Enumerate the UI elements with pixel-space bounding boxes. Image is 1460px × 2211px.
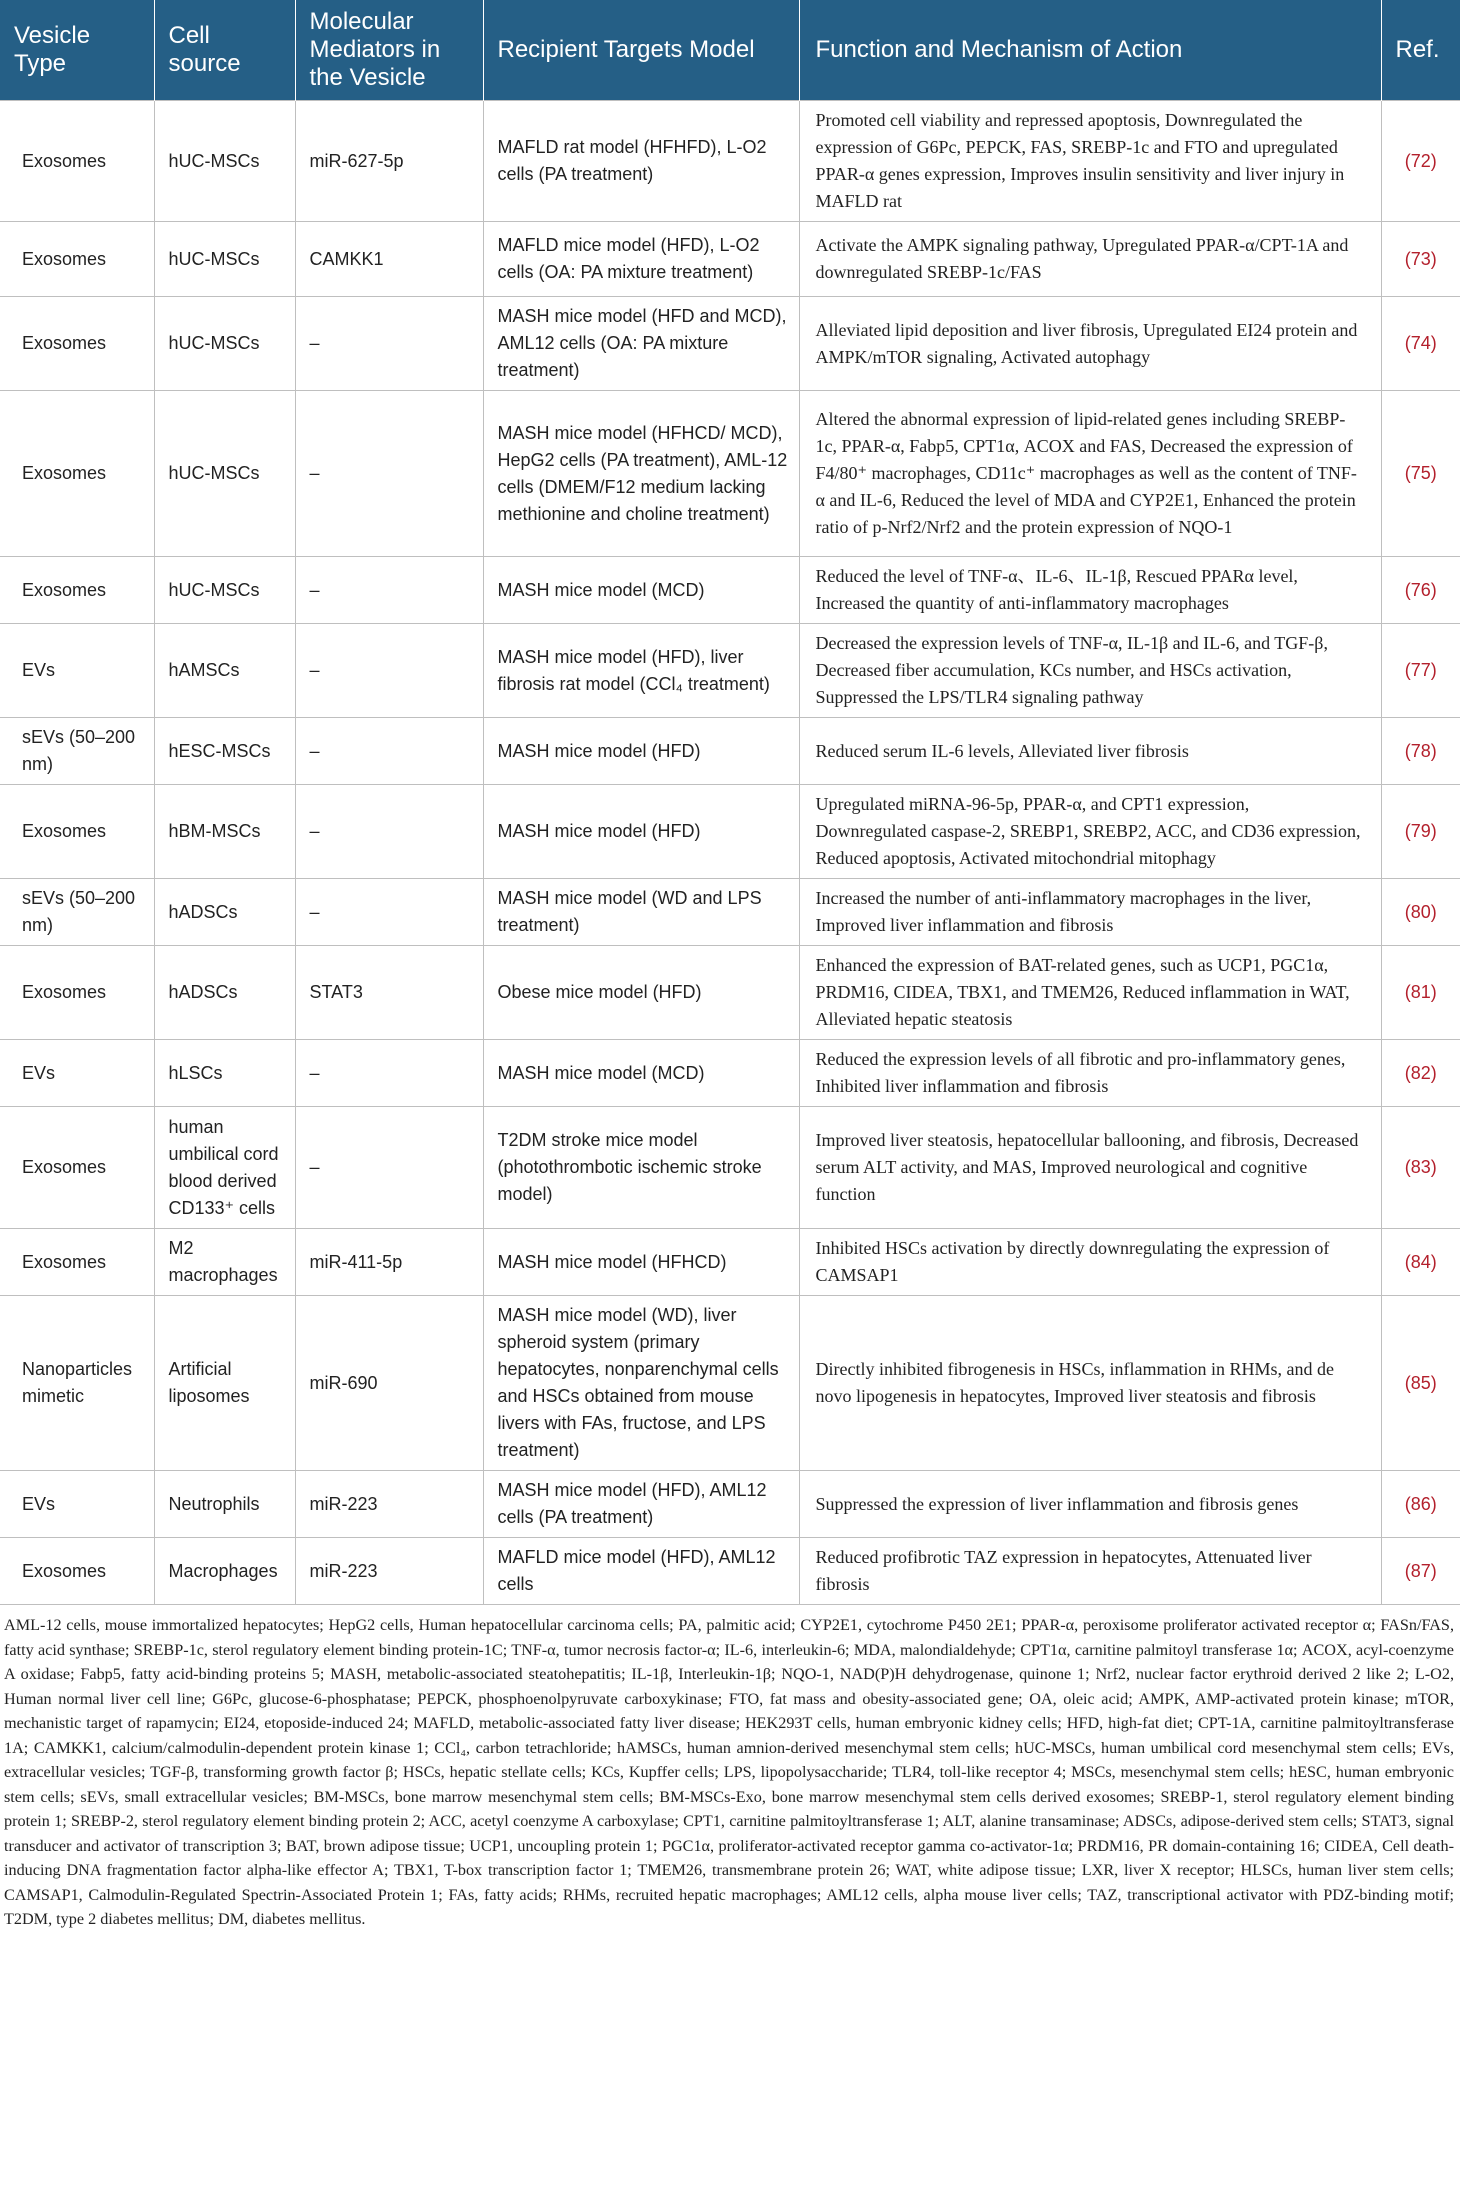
cell-cell-source: hUC-MSCs <box>154 391 295 557</box>
table-row <box>0 718 1460 785</box>
cell-vesicle-type: Exosomes <box>0 101 154 222</box>
table-row <box>0 1538 1460 1605</box>
cell-target-model: MAFLD mice model (HFD), L-O2 cells (OA: PA mixture treatment) <box>483 222 799 297</box>
cell-function: Reduced serum IL-6 levels, Alleviated liver fibrosis <box>799 718 1381 785</box>
cell-ref[interactable]: (73) <box>1381 222 1460 297</box>
cell-target-model: T2DM stroke mice model (photothrombotic ischemic stroke model) <box>483 1107 799 1229</box>
cell-ref[interactable]: (83) <box>1381 1107 1460 1229</box>
cell-cell-source: Artificial liposomes <box>154 1296 295 1471</box>
cell-target-model: MASH mice model (HFD), AML12 cells (PA treatment) <box>483 1471 799 1538</box>
cell-ref[interactable]: (72) <box>1381 101 1460 222</box>
cell-ref[interactable]: (77) <box>1381 624 1460 718</box>
cell-ref[interactable]: (85) <box>1381 1296 1460 1471</box>
cell-function: Reduced profibrotic TAZ expression in hepatocytes, Attenuated liver fibrosis <box>799 1538 1381 1605</box>
table-row <box>0 879 1460 946</box>
table-row <box>0 1296 1460 1471</box>
table-row <box>0 222 1460 297</box>
cell-target-model: MASH mice model (HFHCD) <box>483 1229 799 1296</box>
cell-function: Directly inhibited fibrogenesis in HSCs, inflammation in RHMs, and de novo lipogenesis in hepatocytes, Improved liver steatosis and fibrosis <box>799 1296 1381 1471</box>
cell-target-model: MAFLD mice model (HFD), AML12 cells <box>483 1538 799 1605</box>
cell-ref[interactable]: (87) <box>1381 1538 1460 1605</box>
cell-vesicle-type: sEVs (50–200 nm) <box>0 718 154 785</box>
cell-target-model: MASH mice model (WD), liver spheroid system (primary hepatocytes, nonparenchymal cells and HSCs obtained from mouse livers with FAs, fructose, and LPS treatment) <box>483 1296 799 1471</box>
cell-mediator: – <box>295 624 483 718</box>
cell-target-model: MASH mice model (HFD) <box>483 718 799 785</box>
col-header-function: Function and Mechanism of Action <box>799 0 1381 101</box>
cell-target-model: MASH mice model (HFD and MCD), AML12 cells (OA: PA mixture treatment) <box>483 297 799 391</box>
cell-mediator: – <box>295 879 483 946</box>
cell-mediator: miR-627-5p <box>295 101 483 222</box>
cell-cell-source: hLSCs <box>154 1040 295 1107</box>
table-row <box>0 1471 1460 1538</box>
table-row <box>0 1229 1460 1296</box>
cell-cell-source: human umbilical cord blood derived CD133⁺ cells <box>154 1107 295 1229</box>
cell-mediator: miR-223 <box>295 1471 483 1538</box>
col-header-targets: Recipient Targets Model <box>483 0 799 101</box>
cell-target-model: MASH mice model (MCD) <box>483 557 799 624</box>
table-footnote: AML-12 cells, mouse immortalized hepatocytes; HepG2 cells, Human hepatocellular carcinoma cells; PA, palmitic acid; CYP2E1, cytochrome P450 2E1; PPAR-α, peroxisome proliferator activated receptor α; FASn/FAS, fatty acid synthase; SREBP-1c, sterol regulatory element binding protein-1C; TNF-α, tumor necrosis factor-α; IL-6, interleukin-6; MDA, malondialdehyde; CPT1α, carnitine palmitoyl transferase 1α; ACOX, acyl-coenzyme A oxidase; Fabp5, fatty acid-binding proteins 5; MASH, metabolic-associated steatohepatitis; IL-1β, Interleukin-1β; NQO-1, NAD(P)H dehydrogenase, quinone 1; Nrf2, nuclear factor erythroid derived 2 like 2; L-O2, Human normal liver cell line; G6Pc, glucose-6-phosphatase; PEPCK, phosphoenolpyruvate carboxykinase; FTO, fat mass and obesity-associated gene; OA, oleic acid; AMPK, AMP-activated protein kinase; mTOR, mechanistic target of rapamycin; EI24, etoposide-induced 24; MAFLD, metabolic-associated fatty liver disease; HEK293T cells, human embryonic kidney cells; HFD, high-fat diet; CPT-1A, carnitine palmitoyltransferase 1A; CAMKK1, calcium/calmodulin-dependent protein kinase 1; CCl₄, carbon tetrachloride; hAMSCs, human amnion-derived mesenchymal stem cells; hUC-MSCs, human umbilical cord mesenchymal stem cells; EVs, extracellular vesicles; TGF-β, transforming growth factor β; HSCs, hepatic stellate cells; KCs, Kupffer cells; LPS, lipopolysaccharide; TLR4, toll-like receptor 4; MSCs, mesenchymal stem cells; hESC, human embryonic stem cells; sEVs, small extracellular vesicles; BM-MSCs, bone marrow mesenchymal stem cells; BM-MSCs-Exo, bone marrow mesenchymal stem cells derived exosomes; SREBP-1, sterol regulatory element binding protein 1; SREBP-2, sterol regulatory element binding protein 2; ACC, acetyl coenzyme A carboxylase; CPT1, carnitine palmitoyltransferase 1; ALT, alanine transaminase; ADSCs, adipose-derived stem cells; STAT3, signal transducer and activator of transcription 3; BAT, brown adipose tissue; UCP1, uncoupling protein 1; PGC1α, proliferator-activated receptor gamma co-activator-1α; PRDM16, PR domain-containing 16; CIDEA, Cell death-inducing DNA fragmentation factor alpha-like effector A; TBX1, T-box transcription factor 1; TMEM26, transmembrane protein 26; WAT, white adipose tissue; LXR, liver X receptor; HLSCs, human liver stem cells; CAMSAP1, Calmodulin-Regulated Spectrin-Associated Protein 1; FAs, fatty acids; RHMs, recruited hepatic macrophages; AML12 cells, alpha mouse liver cells; TAZ, transcriptional activator with PDZ-binding motif; T2DM, type 2 diabetes mellitus; DM, diabetes mellitus. <box>4 1616 1454 1928</box>
cell-function: Upregulated miRNA-96-5p, PPAR-α, and CPT1 expression, Downregulated caspase-2, SREBP1, SREBP2, ACC, and CD36 expression, Reduced apoptosis, Activated mitochondrial mitophagy <box>799 785 1381 879</box>
cell-vesicle-type: EVs <box>0 1040 154 1107</box>
cell-function: Reduced the expression levels of all fibrotic and pro-inflammatory genes, Inhibited liver inflammation and fibrosis <box>799 1040 1381 1107</box>
cell-ref[interactable]: (74) <box>1381 297 1460 391</box>
cell-mediator: – <box>295 785 483 879</box>
cell-cell-source: hESC-MSCs <box>154 718 295 785</box>
cell-function: Suppressed the expression of liver inflammation and fibrosis genes <box>799 1471 1381 1538</box>
cell-ref[interactable]: (79) <box>1381 785 1460 879</box>
cell-target-model: MASH mice model (MCD) <box>483 1040 799 1107</box>
cell-function: Inhibited HSCs activation by directly downregulating the expression of CAMSAP1 <box>799 1229 1381 1296</box>
cell-cell-source: hADSCs <box>154 946 295 1040</box>
cell-ref[interactable]: (75) <box>1381 391 1460 557</box>
cell-mediator: miR-411-5p <box>295 1229 483 1296</box>
table-row <box>0 1107 1460 1229</box>
cell-cell-source: hADSCs <box>154 879 295 946</box>
cell-mediator: CAMKK1 <box>295 222 483 297</box>
cell-vesicle-type: Exosomes <box>0 1538 154 1605</box>
cell-function: Promoted cell viability and repressed apoptosis, Downregulated the expression of G6Pc, PEPCK, FAS, SREBP-1c and FTO and upregulated PPAR-α genes expression, Improves insulin sensitivity and liver injury in MAFLD rat <box>799 101 1381 222</box>
cell-target-model: MASH mice model (HFD) <box>483 785 799 879</box>
cell-function: Altered the abnormal expression of lipid-related genes including SREBP-1c, PPAR-α, Fabp5, CPT1α, ACOX and FAS, Decreased the expression of F4/80⁺ macrophages, CD11c⁺ macrophages as well as the content of TNF-α and IL-6, Reduced the level of MDA and CYP2E1, Enhanced the protein ratio of p-Nrf2/Nrf2 and the protein expression of NQO-1 <box>799 391 1381 557</box>
cell-cell-source: M2 macrophages <box>154 1229 295 1296</box>
table-row <box>0 624 1460 718</box>
cell-mediator: miR-690 <box>295 1296 483 1471</box>
cell-function: Activate the AMPK signaling pathway, Upregulated PPAR-α/CPT-1A and downregulated SREBP-1c/FAS <box>799 222 1381 297</box>
col-header-cell-source: Cell source <box>154 0 295 101</box>
table-row <box>0 557 1460 624</box>
cell-target-model: Obese mice model (HFD) <box>483 946 799 1040</box>
cell-target-model: MASH mice model (HFHCD/ MCD), HepG2 cells (PA treatment), AML-12 cells (DMEM/F12 medium lacking methionine and choline treatment) <box>483 391 799 557</box>
cell-function: Enhanced the expression of BAT-related genes, such as UCP1, PGC1α, PRDM16, CIDEA, TBX1, and TMEM26, Reduced inflammation in WAT, Alleviated hepatic steatosis <box>799 946 1381 1040</box>
cell-vesicle-type: Nanoparticles mimetic <box>0 1296 154 1471</box>
cell-function: Decreased the expression levels of TNF-α, IL-1β and IL-6, and TGF-β, Decreased fiber accumulation, KCs number, and HSCs activation, Suppressed the LPS/TLR4 signaling pathway <box>799 624 1381 718</box>
cell-cell-source: hUC-MSCs <box>154 297 295 391</box>
cell-vesicle-type: Exosomes <box>0 1107 154 1229</box>
cell-ref[interactable]: (78) <box>1381 718 1460 785</box>
table-row <box>0 391 1460 557</box>
col-header-vesicle-type: Vesicle Type <box>0 0 154 101</box>
cell-cell-source: hAMSCs <box>154 624 295 718</box>
cell-vesicle-type: Exosomes <box>0 391 154 557</box>
cell-mediator: – <box>295 557 483 624</box>
cell-vesicle-type: Exosomes <box>0 785 154 879</box>
cell-function: Improved liver steatosis, hepatocellular ballooning, and fibrosis, Decreased serum ALT activity, and MAS, Improved neurological and cognitive function <box>799 1107 1381 1229</box>
table-row <box>0 297 1460 391</box>
cell-ref[interactable]: (86) <box>1381 1471 1460 1538</box>
table-header <box>0 0 1460 101</box>
cell-cell-source: Macrophages <box>154 1538 295 1605</box>
col-header-mediators: Molecular Mediators in the Vesicle <box>295 0 483 101</box>
cell-vesicle-type: Exosomes <box>0 557 154 624</box>
cell-target-model: MASH mice model (HFD), liver fibrosis rat model (CCl₄ treatment) <box>483 624 799 718</box>
cell-vesicle-type: EVs <box>0 624 154 718</box>
cell-cell-source: hUC-MSCs <box>154 101 295 222</box>
table-row <box>0 1040 1460 1107</box>
cell-vesicle-type: Exosomes <box>0 297 154 391</box>
cell-cell-source: hUC-MSCs <box>154 557 295 624</box>
cell-vesicle-type: Exosomes <box>0 1229 154 1296</box>
cell-ref[interactable]: (81) <box>1381 946 1460 1040</box>
cell-ref[interactable]: (84) <box>1381 1229 1460 1296</box>
cell-mediator: STAT3 <box>295 946 483 1040</box>
cell-mediator: – <box>295 391 483 557</box>
header-row <box>0 0 1460 101</box>
cell-ref[interactable]: (82) <box>1381 1040 1460 1107</box>
cell-function: Increased the number of anti-inflammatory macrophages in the liver, Improved liver inflammation and fibrosis <box>799 879 1381 946</box>
table-row <box>0 785 1460 879</box>
table-row <box>0 101 1460 222</box>
cell-target-model: MAFLD rat model (HFHFD), L-O2 cells (PA treatment) <box>483 101 799 222</box>
cell-mediator: miR-223 <box>295 1538 483 1605</box>
cell-mediator: – <box>295 1040 483 1107</box>
cell-vesicle-type: Exosomes <box>0 946 154 1040</box>
cell-function: Alleviated lipid deposition and liver fibrosis, Upregulated EI24 protein and AMPK/mTOR signaling, Activated autophagy <box>799 297 1381 391</box>
table-row <box>0 946 1460 1040</box>
cell-mediator: – <box>295 297 483 391</box>
cell-function: Reduced the level of TNF-α、IL-6、IL-1β, Rescued PPARα level, Increased the quantity of anti-inflammatory macrophages <box>799 557 1381 624</box>
cell-mediator: – <box>295 718 483 785</box>
cell-cell-source: hUC-MSCs <box>154 222 295 297</box>
cell-mediator: – <box>295 1107 483 1229</box>
cell-cell-source: hBM-MSCs <box>154 785 295 879</box>
cell-ref[interactable]: (80) <box>1381 879 1460 946</box>
cell-vesicle-type: EVs <box>0 1471 154 1538</box>
cell-vesicle-type: sEVs (50–200 nm) <box>0 879 154 946</box>
col-header-ref: Ref. <box>1381 0 1460 101</box>
cell-target-model: MASH mice model (WD and LPS treatment) <box>483 879 799 946</box>
table-body <box>0 101 1460 1605</box>
cell-vesicle-type: Exosomes <box>0 222 154 297</box>
cell-ref[interactable]: (76) <box>1381 557 1460 624</box>
cell-cell-source: Neutrophils <box>154 1471 295 1538</box>
